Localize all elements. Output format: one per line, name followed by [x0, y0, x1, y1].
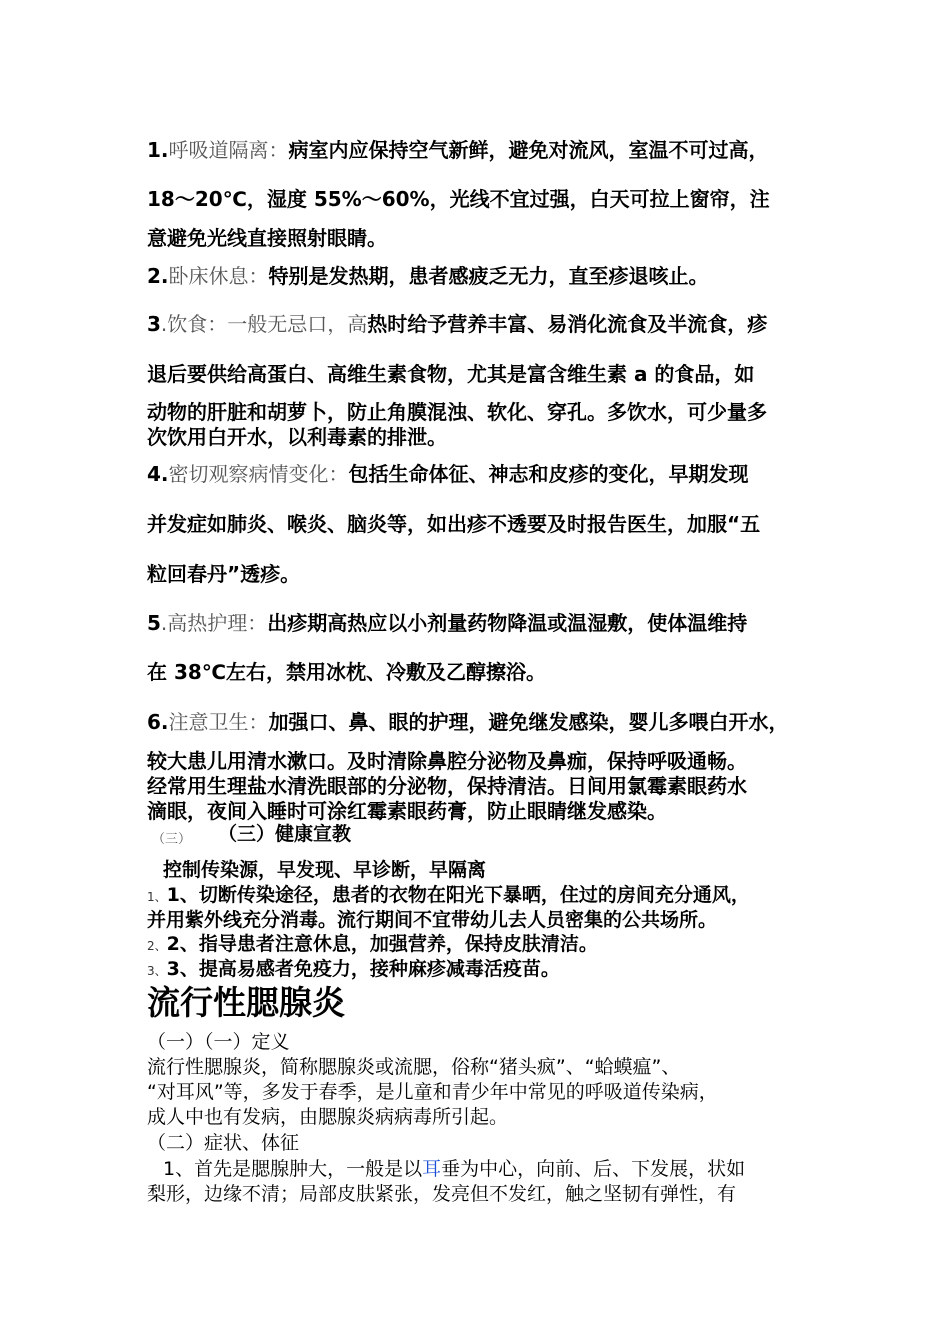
edu-intro: 控制传染源，早发现、早诊断，早隔离 [163, 859, 487, 881]
edu-item-2: 2、2、指导患者注意休息，加强营养，保持皮肤清洁。 [147, 933, 598, 955]
care-line-3: 意避免光线直接照射眼睛。 [147, 226, 387, 250]
mumps-def-heading: （一）（一）定义 [147, 1031, 290, 1053]
section-title-mumps: 流行性腮腺炎 [147, 983, 345, 1022]
edu-item-1-cont: 并用紫外线充分消毒。流行期间不宜带幼儿去人员密集的公共场所。 [147, 909, 718, 931]
care-line-6: 退后要供给高蛋白、高维生素食物，尤其是富含维生素 a 的食品，如 [147, 362, 755, 386]
care-item-2: 2.卧床休息：特别是发热期，患者感疲乏无力，直至疹退咳止。 [147, 264, 709, 288]
mumps-sym-heading: （二）症状、体征 [147, 1132, 300, 1154]
mumps-sym-line-1: 1、首先是腮腺肿大，一般是以耳垂为中心，向前、后、下发展，状如 [163, 1158, 746, 1180]
mumps-def-line-1: 流行性腮腺炎，简称腮腺炎或流腮，俗称“猪头疯”、“蛤蟆瘟”、 [147, 1056, 681, 1078]
edu-marker: （三） [152, 832, 192, 847]
care-line-2: 18～20℃，湿度 55%～60%，光线不宜过强，白天可拉上窗帘，注 [147, 187, 770, 211]
ear-link[interactable]: 耳 [422, 1158, 442, 1180]
care-item-1: 1.呼吸道隔离：病室内应保持空气新鲜，避免对流风，室温不可过高， [147, 138, 769, 162]
care-line-11: 粒回春丹”透疹。 [147, 562, 301, 586]
mumps-def-line-3: 成人中也有发病，由腮腺炎病病毒所引起。 [147, 1106, 509, 1128]
edu-item-1: 1、1、切断传染途径，患者的衣物在阳光下暴晒，住过的房间充分通风， [147, 884, 750, 906]
care-line-16: 经常用生理盐水清洗眼部的分泌物，保持清洁。日间用氯霉素眼药水 [147, 774, 747, 798]
care-item-4: 4.密切观察病情变化：包括生命体征、神志和皮疹的变化，早期发现 [147, 462, 749, 486]
mumps-sym-line-2: 梨形，边缘不清；局部皮肤紧张，发亮但不发红，触之坚韧有弹性，有 [147, 1183, 737, 1205]
care-item-3: 3.饮食：一般无忌口，高热时给予营养丰富、易消化流食及半流食，疹 [147, 312, 768, 336]
care-item-6: 6.注意卫生：加强口、鼻、眼的护理，避免继发感染，婴儿多喂白开水， [147, 710, 789, 734]
edu-item-3: 3、3、提高易感者免疫力，接种麻疹减毒活疫苗。 [147, 958, 560, 980]
care-line-7: 动物的肝脏和胡萝卜，防止角膜混浊、软化、穿孔。多饮水，可少量多 [147, 400, 767, 424]
edu-heading: （三）健康宣教 [218, 823, 352, 845]
care-line-15: 较大患儿用清水漱口。及时清除鼻腔分泌物及鼻痂，保持呼吸通畅。 [147, 749, 747, 773]
care-item-5: 5.高热护理：出疹期高热应以小剂量药物降温或温湿敷，使体温维持 [147, 611, 748, 635]
mumps-def-line-2: “对耳风”等，多发于春季，是儿童和青少年中常见的呼吸道传染病， [147, 1081, 718, 1103]
care-line-13: 在 38℃左右，禁用冰枕、冷敷及乙醇擦浴。 [147, 660, 547, 684]
care-line-17: 滴眼，夜间入睡时可涂红霉素眼药膏，防止眼睛继发感染。 [147, 799, 667, 823]
care-line-10: 并发症如肺炎、喉炎、脑炎等，如出疹不透要及时报告医生，加服“五 [147, 512, 761, 536]
care-line-8: 次饮用白开水，以利毒素的排泄。 [147, 425, 447, 449]
